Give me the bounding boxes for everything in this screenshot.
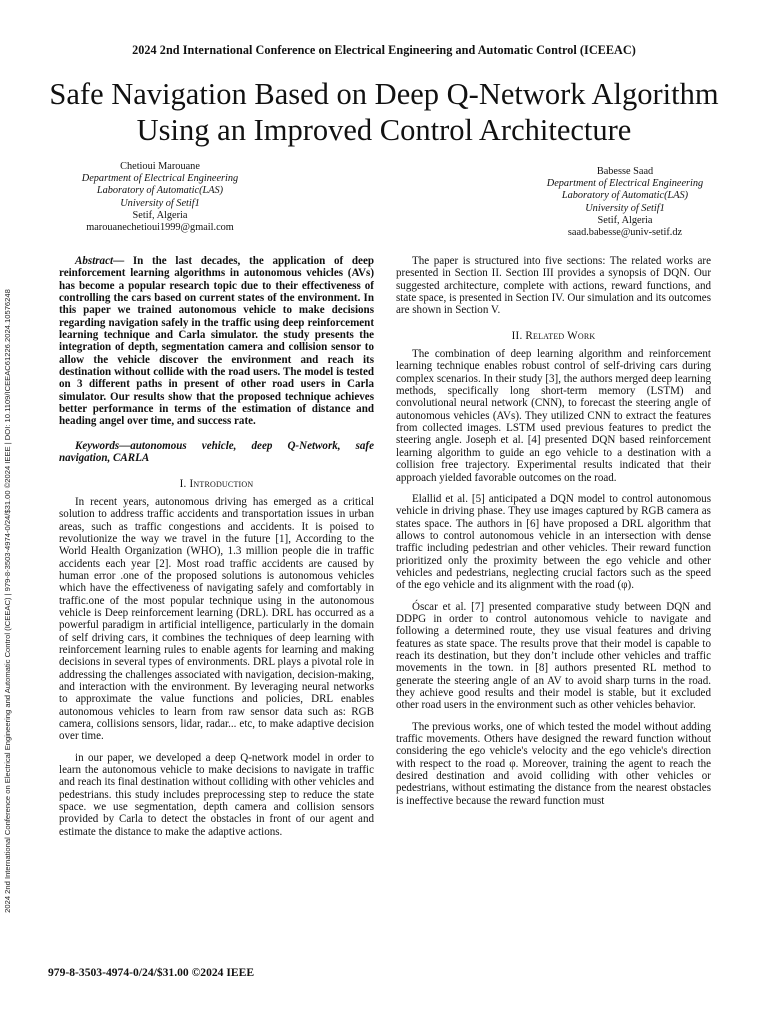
author-university: University of Setif1	[120, 197, 200, 209]
abstract-label: Abstract	[75, 255, 114, 267]
paper-title: Safe Navigation Based on Deep Q-Network Algorithm Using an Improved Control Architecture	[49, 77, 719, 147]
author-name: Chetioui Marouane	[120, 161, 200, 172]
author-department: Department of Electrical Engineering	[81, 173, 239, 185]
intro-paragraph-1: In recent years, autonomous driving has emerged as a critical solution to address traffic accidents and transportation issues in urban areas, such as traffic congestions and accidents. It is poised to revolutionize the way we travel in the future [1], According to the World Health Organization (WHO), 1.3 million people die in traffic accidents each year [2]. Most road traffic accidents are caused by human error .one of the proposed solutions is autonomous vehicles which have the effectiveness of navigating safely and comfortably in traffic.one of the most popular technique using in the autonomous vehicle is Deep reinforcement learning (DRL). DRL has occurred as a powerful paradigm in artificial intelligence, particularly in the domain of self driving cars, it combines the techniques of deep learning with reinforcement learning rules to enable agents for learning and making decisions in several types of environments. DRL plays a pivotal role in addressing the challenges associated with navigation, decision-making, and interaction with the environment. By leveraging neural networks to approximate the value functions and policies, DRL enables autonomous vehicles to learn from raw sensor data such as: RGB camera, collisions sensors, lidar, radar... etc, to make adaptive decision over time.	[59, 495, 374, 743]
section-heading-introduction: I. Introduction	[179, 477, 254, 490]
author-laboratory: Laboratory of Automatic(LAS)	[96, 185, 224, 197]
author-block-2	[510, 166, 740, 239]
author-laboratory: Laboratory of Automatic(LAS)	[561, 190, 689, 202]
footer-copyright: 979-8-3503-4974-0/24/$31.00 ©2024 IEEE	[48, 966, 255, 979]
intro-paragraph-2: in our paper, we developed a deep Q-network model in order to learn the autonomous vehicle to make decisions to navigate in traffic and reach its final destination without colliding with other vehicles and pedestrians. this study includes preprocessing step to reduce the state space. we use segmentation, depth camera and collision sensors provided by Carla to detect the obstacles in front of our agent and estimate the distance to make the adaptive actions.	[59, 751, 374, 838]
author-email[interactable]: saad.babesse@univ-setif.dz	[567, 227, 683, 239]
author-block-1	[40, 161, 280, 234]
related-paragraph-3: Óscar et al. [7] presented comparative study between DQN and DDPG in order to control autonomous vehicle to navigate and following a determined route, they use visual features and driving features as state space. The results prove that their model is capable to reach its destination, but they don’t include other vehicles and traffic movements in the town. in [8] authors presented RL method to generate the steering angle of an AV to avoid sharp turns in the road. they achieve good results and their model is stable, but it excluded other road users in the environment such as other vehicles behavior.	[396, 600, 711, 712]
author-location: Setif, Algeria	[597, 214, 653, 226]
keywords: Keywords—autonomous vehicle, deep Q-Network, safe navigation, CARLA	[59, 439, 374, 465]
related-paragraph-4: The previous works, one of which tested the model without adding traffic movements. Others have designed the reward function without considering the ego vehicle's velocity and the ego vehicle's direction with respect to the road φ. Moreover, training the agent to reach the desired destination and avoid colliding with other vehicles or pedestrians, without estimating the distance from the nearest obstacles is ineffective because the reward function must	[396, 720, 711, 807]
author-location: Setif, Algeria	[132, 209, 188, 221]
side-doi-strip: 2024 2nd International Conference on Electrical Engineering and Automatic Control (ICEEAC) | 979-8-3503-4974-0/24/$31.00 ©2024 IEEE | DOI: 10.1109/ICEEAC61226.2024.10576248	[3, 289, 12, 913]
structure-paragraph: The paper is structured into five sections: The related works are presented in Section II. Section III provides a synopsis of DQN. Our suggested architecture, complete with actions, reward functions, and state space, is presented in Section IV. Our simulation and its outcomes are shown in Section V.	[396, 255, 711, 317]
conference-header: 2024 2nd International Conference on Electrical Engineering and Automatic Control (ICEEAC)	[132, 43, 636, 57]
abstract-text: — In the last decades, the application of deep reinforcement learning algorithms in autonomous vehicles (AVs) has become a popular research topic due to their effectiveness of controlling the cars based on current states of the environment. In this paper we trained autonomous vehicle to make decisions regarding navigation safely in the traffic using deep reinforcement learning technique and Carla simulator. the study presents the integration of depth, segmentation camera and collision sensor to allow the vehicle discover the environment and reach its destination without collide with the road users. The model is tested on 3 different paths in present of other road users in Carla simulator. Our results show that the proposed technique achieves better performance in terms of the estimation of distance and heading angel over time, and success rate.	[59, 255, 374, 428]
related-paragraph-2: Elallid et al. [5] anticipated a DQN model to control autonomous vehicle in driving phase. They use images captured by RGB camera as states space. The authors in [6] have proposed a DRL algorithm that allows to control autonomous vehicle in an intersection with dense traffic including pedestrian and other vehicles. Their reward function prioritized only the proximity between the ego vehicle and other vehicles and pedestrians, neglecting crucial factors such as the speed of the ego vehicle and its alignment with the road (φ).	[396, 492, 711, 592]
section-heading-related-work: II. Related Work	[511, 329, 596, 342]
author-email[interactable]: marouanechetioui1999@gmail.com	[86, 222, 234, 234]
abstract-paragraph	[59, 255, 374, 428]
author-university: University of Setif1	[585, 202, 665, 214]
author-department: Department of Electrical Engineering	[546, 178, 704, 190]
left-column	[59, 255, 374, 838]
right-column	[396, 255, 711, 807]
related-paragraph-1: The combination of deep learning algorithm and reinforcement learning technique enables robust control of self-driving cars during complex scenarios. In their study [3], the authors merged deep learning methods, specifically long short-term memory (LSTM) and convolutional neural network (CNN), to forecast the steering angle of autonomous vehicles (AVs). They utilized CNN to extract the features from collected images. LSTM used previous features to predict the steering angle. Joseph et al. [4] presented DQN based reinforcement learning algorithm to guide an ego vehicle to a destination with a collision free trajectory. Experimental results indicated that their approach yielded favorable outcomes on the road.	[396, 348, 711, 484]
author-name: Babesse Saad	[596, 166, 654, 177]
